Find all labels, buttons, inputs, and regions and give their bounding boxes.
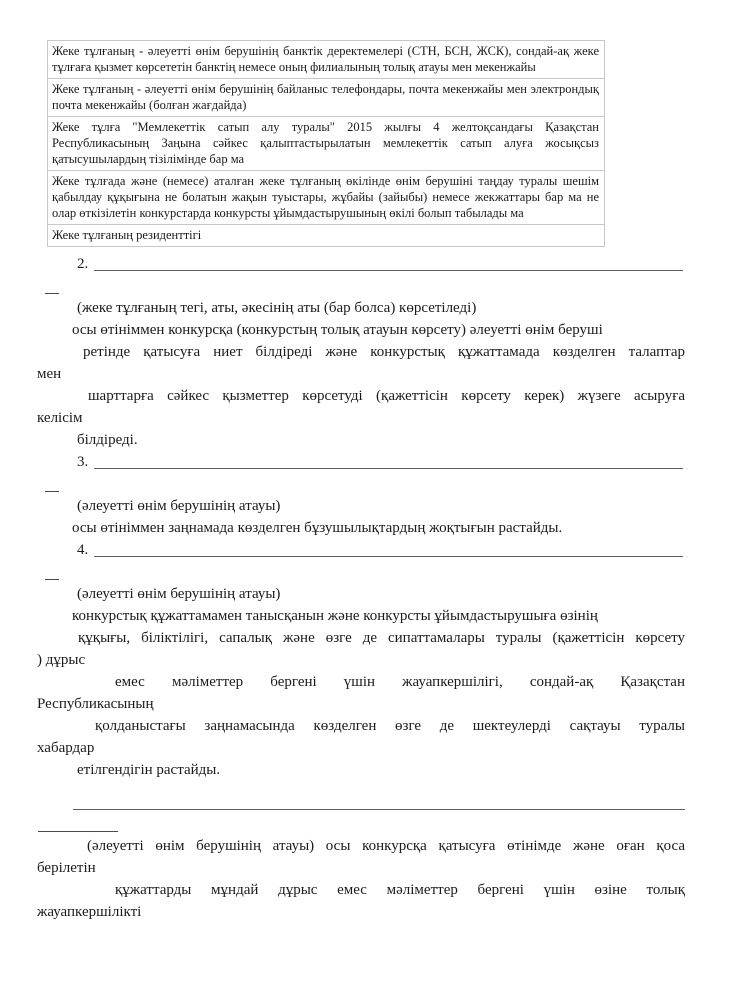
document-body (37, 253, 685, 923)
clause-4-text-line: Республикасының (37, 696, 154, 712)
clause-2-text-line: ретінде қатысуға ниет білдіреді және конкурстық құжаттамада көзделген талаптар (83, 344, 685, 360)
clause-4-text-line: құқығы, біліктілігі, сапалық және өзге де сипаттамалары туралы (қажеттісін көрсету (78, 630, 685, 646)
table-cell: Жеке тұлғаның - әлеуетті өнім берушінің банктік деректемелері (СТН, БСН, ЖСК), сондай-ақ жеке тұлғаға қызмет көрсететін банктің немесе оның филиалының толық атауы мен мекенжайы (48, 41, 605, 79)
blank-line-continuation (37, 275, 685, 297)
table-cell: Жеке тұлғаның резиденттігі (48, 225, 605, 247)
clause-4-blank-line (37, 539, 685, 561)
table-row (48, 79, 605, 117)
blank-fill-line (94, 539, 683, 557)
blank-line-continuation (37, 561, 685, 583)
blank-fill-line (94, 451, 683, 469)
clause-2-text-line: келісім (37, 410, 83, 426)
requisites-table (47, 40, 605, 247)
table-cell: Жеке тұлғада және (немесе) аталған жеке тұлғаның өкілінде өнім берушіні таңдау туралы шешім қабылдау құқығына не болатын жақын туыстары, жұбайы (зайыбы) немесе жекжаттары бар ма не олар өткізілетін конкурстарда конкурсты ұйымдастырушының өкілі болып табылады ма (48, 171, 605, 225)
blank-line-continuation (37, 473, 685, 495)
document-page (0, 40, 735, 923)
final-text-line: берілетін (37, 860, 96, 876)
clause-4-text-line: қолданыстағы заңнамасында көзделген өзге де шектеулерді сақтауы туралы (95, 718, 685, 734)
clause-2-number: 2. (77, 256, 89, 272)
clause-4-text-line: хабардар (37, 740, 95, 756)
signature-blank-line (37, 799, 685, 813)
clause-4-text-line: конкурстық құжаттамамен танысқанын және конкурсты ұйымдастырушыға өзінің (72, 608, 598, 624)
clause-4-text-line: ) дұрыс (37, 652, 86, 668)
clause-3-number: 3. (77, 454, 89, 470)
clause-2-blank-line (37, 253, 685, 275)
clause-2-text-line: осы өтініммен конкурсқа (конкурстың толық атауын көрсету) әлеуетті өнім беруші (72, 322, 603, 338)
table-cell: Жеке тұлғаның - әлеуетті өнім берушінің байланыс телефондары, почта мекенжайы мен электрондық почта мекенжайы (болған жағдайда) (48, 79, 605, 117)
clause-3-caption: (әлеуетті өнім берушінің атауы) (77, 498, 281, 514)
clause-2-text-line: мен (37, 366, 62, 382)
clause-4-caption: (әлеуетті өнім берушінің атауы) (77, 586, 281, 602)
table-row (48, 171, 605, 225)
table-cell: Жеке тұлға "Мемлекеттік сатып алу туралы" 2015 жылғы 4 желтоқсандағы Қазақстан Республикасының Заңына сәйкес қалыптастырылатын мемлекеттік сатып алуға жосықсыз қатысушылардың тізілімінде бар ма (48, 117, 605, 171)
blank-fill-line (94, 253, 683, 271)
blank-fill-line (73, 799, 685, 810)
table-row (48, 41, 605, 79)
blank-line-dash (45, 473, 59, 492)
clause-2-caption: (жеке тұлғаның тегі, аты, әкесінің аты (бар болса) көрсетіледі) (77, 300, 477, 316)
final-text-line: жауапкершілікті (37, 904, 142, 920)
blank-line-dash (45, 275, 59, 294)
clause-3-text-line: осы өтініммен заңнамада көзделген бұзушылықтардың жоқтығын растайды. (72, 520, 563, 536)
vertical-spacer (37, 781, 685, 799)
final-text-line: (әлеуетті өнім берушінің атауы) осы конкурсқа қатысуға өтінімде және оған қоса (87, 838, 685, 854)
clause-4-number: 4. (77, 542, 89, 558)
requisites-table-wrap (47, 40, 605, 247)
table-row (48, 117, 605, 171)
blank-line-dash (45, 561, 59, 580)
final-text-line: құжаттарды мұндай дұрыс емес мәліметтер бергені үшін өзіне толық (115, 882, 685, 898)
clause-4-text-line: етілгендігін растайды. (77, 762, 221, 778)
clause-2-text-line: шарттарға сәйкес қызметтер көрсетуді (қажеттісін көрсету керек) жүзеге асыруға (88, 388, 685, 404)
clause-3-blank-line (37, 451, 685, 473)
blank-line-continuation (37, 813, 685, 835)
table-row (48, 225, 605, 247)
clause-2-text-line: білдіреді. (77, 432, 138, 448)
clause-4-text-line: емес мәліметтер бергені үшін жауапкершілігі, сондай-ақ Қазақстан (115, 674, 685, 690)
blank-line-dash (38, 813, 118, 832)
